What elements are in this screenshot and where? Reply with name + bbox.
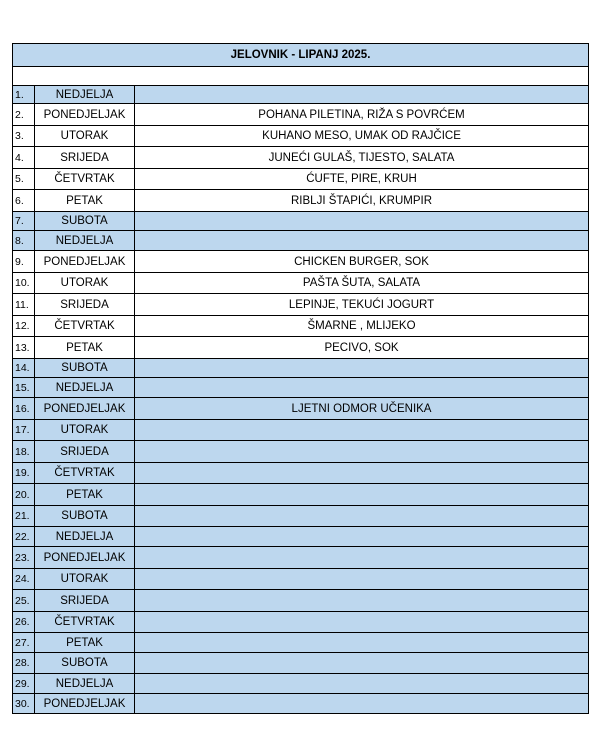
day-name-cell: SUBOTA xyxy=(35,653,135,674)
day-number-cell: 10. xyxy=(13,273,35,294)
day-number-cell: 19. xyxy=(13,463,35,484)
day-number-cell: 26. xyxy=(13,612,35,633)
meal-cell xyxy=(135,212,589,231)
table-row xyxy=(13,86,589,104)
meal-cell xyxy=(135,674,589,694)
meal-cell: POHANA PILETINA, RIŽA S POVRĆEM xyxy=(135,104,589,126)
meal-cell xyxy=(135,231,589,251)
day-name-cell: SUBOTA xyxy=(35,212,135,231)
day-number-cell: 21. xyxy=(13,506,35,527)
day-number-cell: 8. xyxy=(13,231,35,251)
table-row xyxy=(13,527,589,547)
day-name-cell: SUBOTA xyxy=(35,359,135,378)
day-number-cell: 17. xyxy=(13,420,35,441)
meal-cell xyxy=(135,547,589,569)
meal-cell: RIBLJI ŠTAPIĆI, KRUMPIR xyxy=(135,190,589,212)
meal-cell xyxy=(135,420,589,441)
table-row xyxy=(13,378,589,398)
day-name-cell: ČETVRTAK xyxy=(35,612,135,633)
table-row xyxy=(13,212,589,231)
table-row xyxy=(13,420,589,441)
day-name-cell: PETAK xyxy=(35,190,135,212)
day-number-cell: 2. xyxy=(13,104,35,126)
day-name-cell: SRIJEDA xyxy=(35,590,135,612)
meal-cell xyxy=(135,359,589,378)
meal-cell xyxy=(135,86,589,104)
meal-cell xyxy=(135,653,589,674)
menu-title: JELOVNIK - LIPANJ 2025. xyxy=(13,44,589,67)
table-row xyxy=(13,147,589,169)
day-number-cell: 27. xyxy=(13,633,35,653)
day-name-cell: NEDJELJA xyxy=(35,527,135,547)
table-row xyxy=(13,463,589,484)
meal-cell xyxy=(135,569,589,590)
day-name-cell: PONEDJELJAK xyxy=(35,398,135,420)
table-row xyxy=(13,590,589,612)
table-row xyxy=(13,104,589,126)
table-row xyxy=(13,569,589,590)
day-name-cell: ČETVRTAK xyxy=(35,169,135,190)
day-number-cell: 3. xyxy=(13,126,35,147)
day-name-cell: ČETVRTAK xyxy=(35,316,135,337)
day-number-cell: 30. xyxy=(13,694,35,714)
day-number-cell: 22. xyxy=(13,527,35,547)
table-row xyxy=(13,126,589,147)
table-row xyxy=(13,694,589,714)
day-name-cell: SRIJEDA xyxy=(35,441,135,463)
meal-cell: ŠMARNE , MLIJEKO xyxy=(135,316,589,337)
day-name-cell: PONEDJELJAK xyxy=(35,251,135,273)
table-row xyxy=(13,441,589,463)
day-number-cell: 14. xyxy=(13,359,35,378)
day-name-cell: NEDJELJA xyxy=(35,378,135,398)
blank-row xyxy=(13,67,589,86)
day-number-cell: 20. xyxy=(13,484,35,506)
meal-cell xyxy=(135,590,589,612)
table-row xyxy=(13,316,589,337)
day-number-cell: 16. xyxy=(13,398,35,420)
day-number-cell: 24. xyxy=(13,569,35,590)
day-number-cell: 25. xyxy=(13,590,35,612)
day-number-cell: 9. xyxy=(13,251,35,273)
day-name-cell: SUBOTA xyxy=(35,506,135,527)
table-row xyxy=(13,674,589,694)
table-row xyxy=(13,169,589,190)
day-number-cell: 4. xyxy=(13,147,35,169)
table-row xyxy=(13,231,589,251)
table-row xyxy=(13,359,589,378)
table-row xyxy=(13,484,589,506)
table-row xyxy=(13,337,589,359)
table-row xyxy=(13,612,589,633)
day-number-cell: 11. xyxy=(13,294,35,316)
day-name-cell: UTORAK xyxy=(35,126,135,147)
day-name-cell: ČETVRTAK xyxy=(35,463,135,484)
day-name-cell: PETAK xyxy=(35,484,135,506)
meal-cell xyxy=(135,612,589,633)
day-name-cell: PONEDJELJAK xyxy=(35,547,135,569)
table-row xyxy=(13,398,589,420)
day-number-cell: 13. xyxy=(13,337,35,359)
day-name-cell: PETAK xyxy=(35,633,135,653)
table-row xyxy=(13,251,589,273)
meal-cell xyxy=(135,484,589,506)
meal-cell xyxy=(135,441,589,463)
table-row xyxy=(13,273,589,294)
table-row xyxy=(13,653,589,674)
meal-cell xyxy=(135,527,589,547)
menu-body xyxy=(13,44,589,714)
day-number-cell: 28. xyxy=(13,653,35,674)
day-name-cell: NEDJELJA xyxy=(35,231,135,251)
meal-cell: PAŠTA ŠUTA, SALATA xyxy=(135,273,589,294)
day-number-cell: 7. xyxy=(13,212,35,231)
day-name-cell: PONEDJELJAK xyxy=(35,104,135,126)
meal-cell: LEPINJE, TEKUĆI JOGURT xyxy=(135,294,589,316)
meal-cell xyxy=(135,633,589,653)
day-name-cell: UTORAK xyxy=(35,569,135,590)
day-name-cell: SRIJEDA xyxy=(35,147,135,169)
day-number-cell: 15. xyxy=(13,378,35,398)
blank-cell xyxy=(13,67,589,86)
table-row xyxy=(13,190,589,212)
day-name-cell: NEDJELJA xyxy=(35,674,135,694)
meal-cell: ĆUFTE, PIRE, KRUH xyxy=(135,169,589,190)
meal-cell: KUHANO MESO, UMAK OD RAJČICE xyxy=(135,126,589,147)
table-row xyxy=(13,506,589,527)
day-number-cell: 1. xyxy=(13,86,35,104)
meal-cell: JUNEĆI GULAŠ, TIJESTO, SALATA xyxy=(135,147,589,169)
day-name-cell: PONEDJELJAK xyxy=(35,694,135,714)
day-number-cell: 18. xyxy=(13,441,35,463)
meal-cell xyxy=(135,378,589,398)
table-row xyxy=(13,547,589,569)
day-number-cell: 29. xyxy=(13,674,35,694)
day-name-cell: SRIJEDA xyxy=(35,294,135,316)
meal-cell: PECIVO, SOK xyxy=(135,337,589,359)
meal-cell: LJETNI ODMOR UČENIKA xyxy=(135,398,589,420)
table-row xyxy=(13,633,589,653)
meal-cell xyxy=(135,694,589,714)
meal-cell: CHICKEN BURGER, SOK xyxy=(135,251,589,273)
day-number-cell: 23. xyxy=(13,547,35,569)
day-number-cell: 12. xyxy=(13,316,35,337)
title-row xyxy=(13,44,589,67)
menu-table xyxy=(12,43,589,714)
day-number-cell: 5. xyxy=(13,169,35,190)
day-name-cell: UTORAK xyxy=(35,273,135,294)
day-number-cell: 6. xyxy=(13,190,35,212)
table-row xyxy=(13,294,589,316)
day-name-cell: PETAK xyxy=(35,337,135,359)
meal-cell xyxy=(135,463,589,484)
day-name-cell: NEDJELJA xyxy=(35,86,135,104)
meal-cell xyxy=(135,506,589,527)
day-name-cell: UTORAK xyxy=(35,420,135,441)
